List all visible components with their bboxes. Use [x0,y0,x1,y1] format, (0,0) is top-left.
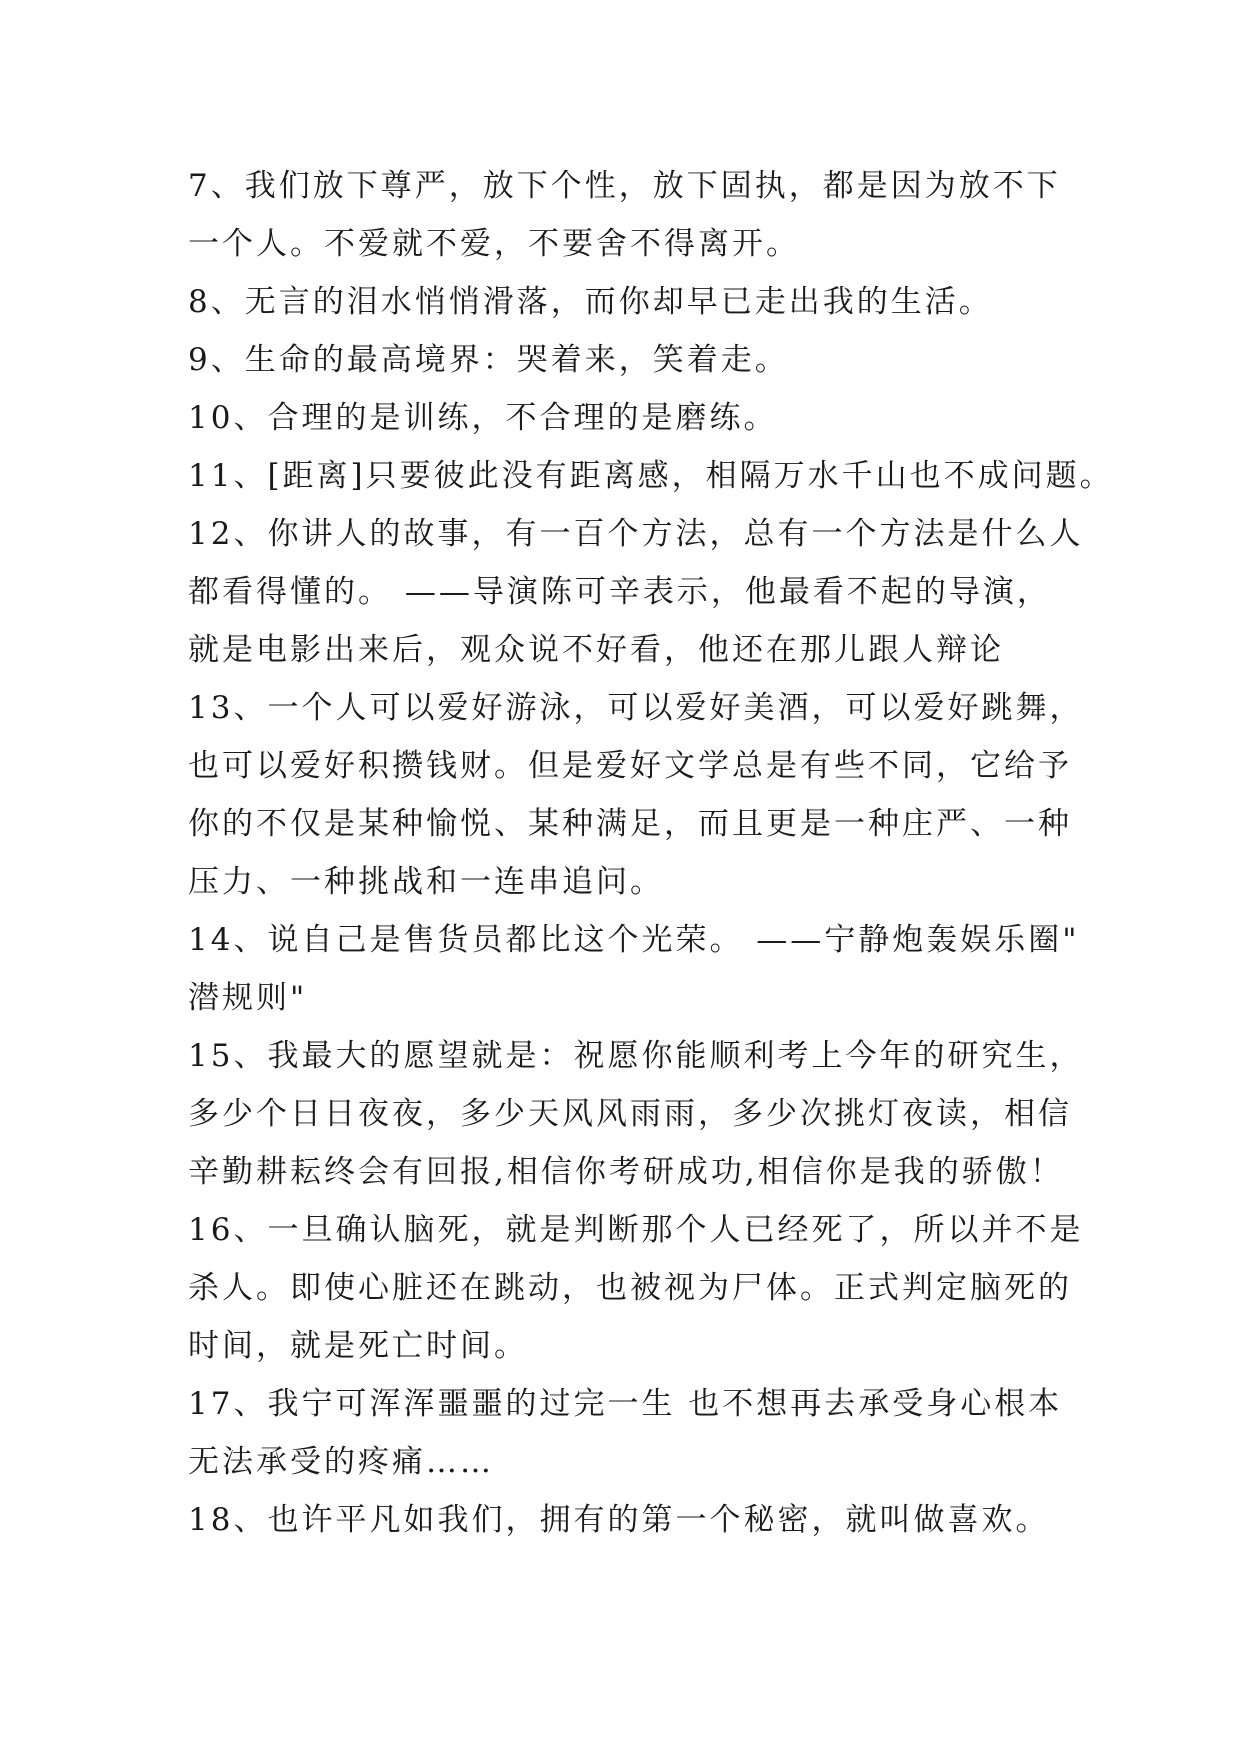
text-line: 辛勤耕耘终会有回报,相信你考研成功,相信你是我的骄傲！ [188,1154,1064,1190]
quote-list [188,157,1114,1549]
text-line: 都看得懂的。 ——导演陈可辛表示，他最看不起的导演， [188,574,1051,610]
text-line: 12、你讲人的故事，有一百个方法，总有一个方法是什么人 [188,516,1084,552]
text-line: 11、[距离]只要彼此没有距离感，相隔万水千山也不成问题。 [188,458,1114,494]
text-line: 13、一个人可以爱好游泳，可以爱好美酒，可以爱好跳舞， [188,690,1084,726]
text-line: 16、一旦确认脑死，就是判断那个人已经死了，所以并不是 [188,1212,1084,1248]
text-line: 7、我们放下尊严，放下个性，放下固执，都是因为放不下 [188,168,1061,204]
text-line: 杀人。即使心脏还在跳动，也被视为尸体。正式判定脑死的 [188,1270,1072,1306]
text-line: 18、也许平凡如我们，拥有的第一个秘密，就叫做喜欢。 [188,1502,1050,1538]
text-line: 一个人。不爱就不爱，不要舍不得离开。 [188,226,800,262]
text-line: 多少个日日夜夜，多少天风风雨雨，多少次挑灯夜读，相信 [188,1096,1072,1132]
text-line: 9、生命的最高境界：哭着来，笑着走。 [188,342,789,378]
text-line: 你的不仅是某种愉悦、某种满足，而且更是一种庄严、一种 [188,806,1072,842]
text-line: 时间，就是死亡时间。 [188,1328,528,1364]
text-line: 压力、一种挑战和一连串追问。 [188,864,664,900]
text-line: 潜规则" [188,980,308,1016]
text-line: 14、说自己是售货员都比这个光荣。 ——宁静炮轰娱乐圈" [188,922,1080,958]
text-line: 8、无言的泪水悄悄滑落，而你却早已走出我的生活。 [188,284,993,320]
text-line: 15、我最大的愿望就是：祝愿你能顺利考上今年的研究生， [188,1038,1084,1074]
text-line: 10、合理的是训练，不合理的是磨练。 [188,400,778,436]
text-line: 也可以爱好积攒钱财。但是爱好文学总是有些不同，它给予 [188,748,1072,784]
text-line: 就是电影出来后，观众说不好看，他还在那儿跟人辩论 [188,632,1004,668]
text-line: 17、我宁可浑浑噩噩的过完一生 也不想再去承受身心根本 [188,1386,1063,1422]
text-line: 无法承受的疼痛…… [188,1444,494,1480]
